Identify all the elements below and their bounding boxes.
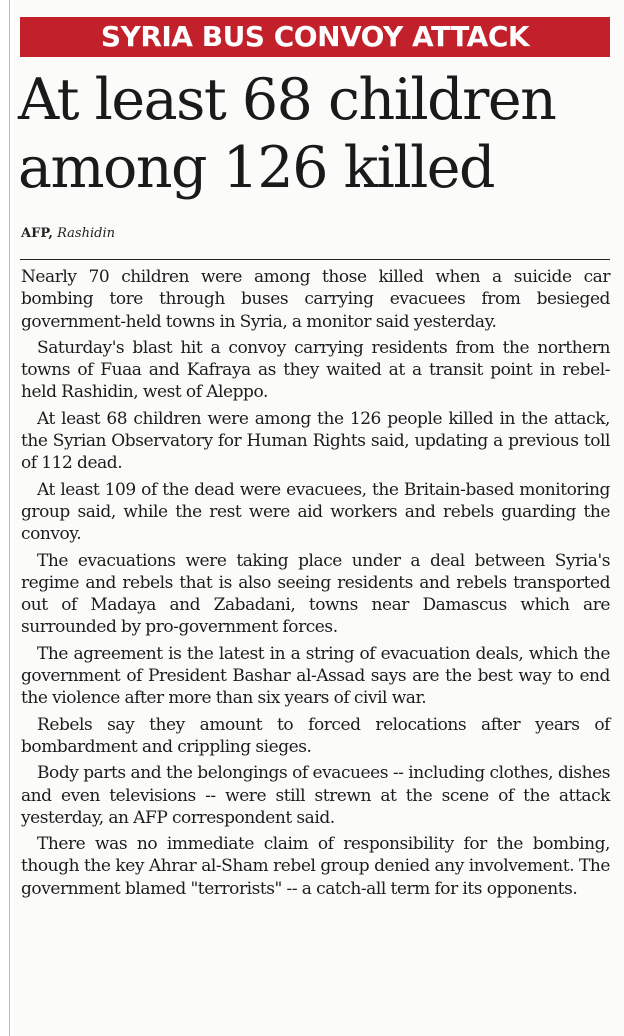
paragraph: Nearly 70 children were among those killed when a suicide car bombing tore through buses carrying evacuees from besieged government-held towns in Syria, a monitor said yesterday. [21, 267, 610, 332]
byline-agency: AFP, [21, 226, 53, 241]
section-kicker: SYRIA BUS CONVOY ATTACK [20, 17, 610, 57]
paragraph: Saturday's blast hit a convoy carrying residents from the northern towns of Fuaa and Kafraya as they waited at a transit point in rebel-held Rashidin, west of Aleppo. [21, 337, 610, 403]
byline-dateline: Rashidin [57, 226, 115, 241]
paragraph: There was no immediate claim of responsibility for the bombing, though the key Ahrar al-Sham rebel group denied any involvement. The government blamed "terrorists" -- a catch-all term for its opponents. [21, 834, 610, 899]
byline [21, 226, 115, 241]
paragraph: The agreement is the latest in a string of evacuation deals, which the government of President Bashar al-Assad says are the best way to end the violence after more than six years of civil war. [21, 643, 610, 709]
column-divider [9, 0, 10, 1036]
paragraph: The evacuations were taking place under a deal between Syria's regime and rebels that is also seeing residents and rebels transported out of Madaya and Zabadani, towns near Damascus which are surrounded by pro-government forces. [21, 550, 610, 638]
byline-rule [20, 259, 610, 260]
article-body [21, 266, 610, 904]
headline [18, 66, 618, 202]
headline-line-1: At least 68 children [18, 67, 556, 133]
paragraph: Rebels say they amount to forced relocations after years of bombardment and crippling sieges. [21, 714, 610, 757]
paragraph: At least 68 children were among the 126 people killed in the attack, the Syrian Observatory for Human Rights said, updating a previous toll of 112 dead. [21, 408, 610, 474]
paragraph: Body parts and the belongings of evacuees -- including clothes, dishes and even televisions -- were still strewn at the scene of the attack yesterday, an AFP correspondent said. [21, 763, 610, 828]
headline-line-2: among 126 killed [18, 135, 495, 201]
paragraph: At least 109 of the dead were evacuees, the Britain-based monitoring group said, while the rest were aid workers and rebels guarding the convoy. [21, 479, 610, 545]
